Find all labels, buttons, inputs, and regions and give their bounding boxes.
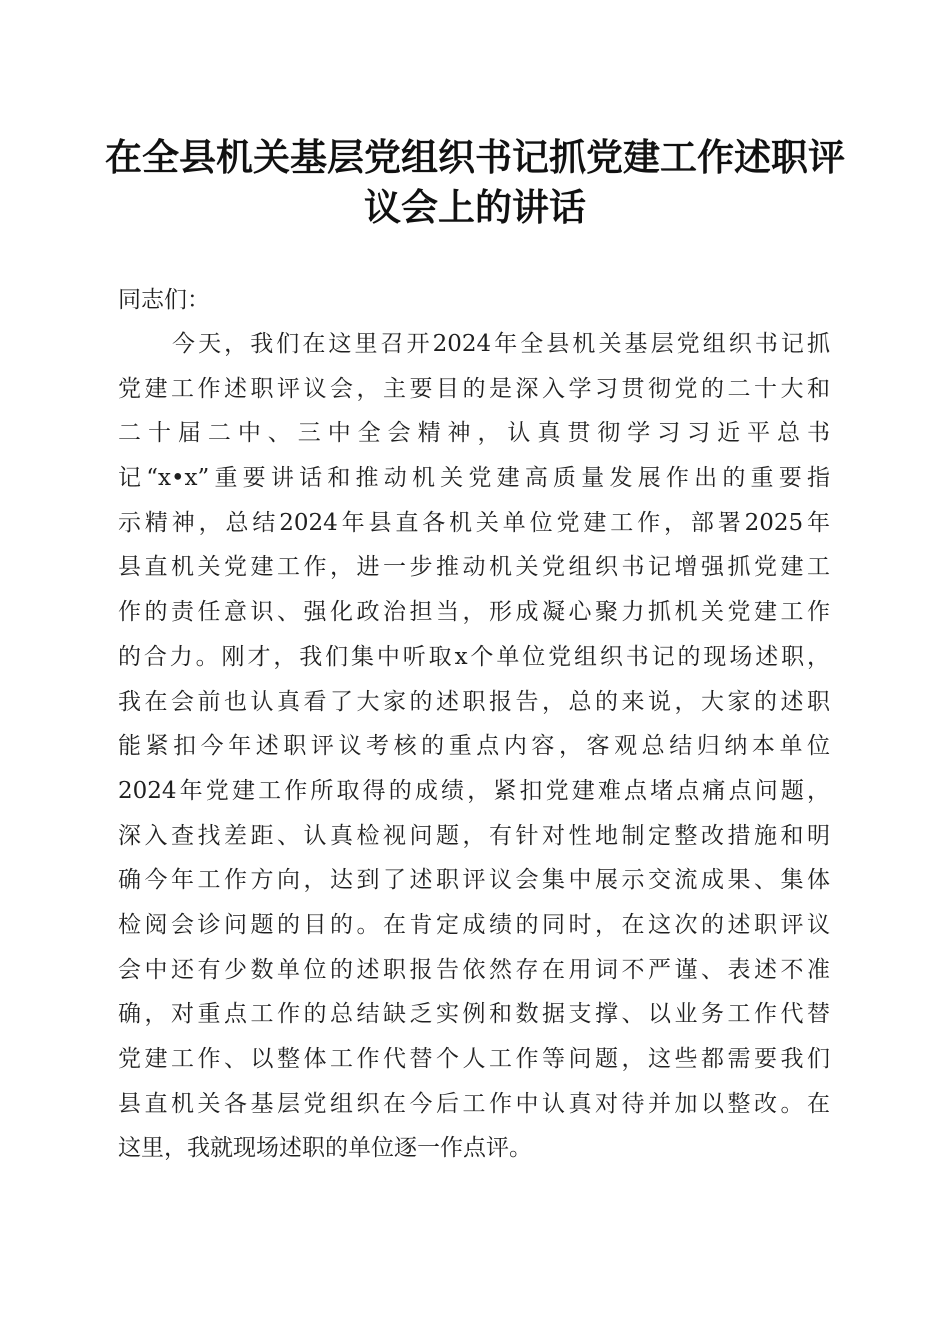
title-line: 在全县机关基层党组织书记抓党建工作述职评	[105, 135, 845, 179]
paragraph-line: 二十届二中、三中全会精神，认真贯彻学习习近平总书	[118, 420, 830, 447]
paragraph-line: 我在会前也认真看了大家的述职报告，总的来说，大家的述职	[118, 688, 830, 715]
paragraph-line: 深入查找差距、认真检视问题，有针对性地制定整改措施和明	[118, 822, 830, 849]
paragraph-line: 检阅会诊问题的目的。在肯定成绩的同时，在这次的述职评议	[118, 911, 830, 938]
paragraph-line: 确，对重点工作的总结缺乏实例和数据支撑、以业务工作代替	[118, 1001, 830, 1028]
paragraph-line: 党建工作、以整体工作代替个人工作等问题，这些都需要我们	[118, 1046, 830, 1072]
paragraph-line: 确今年工作方向，达到了述职评议会集中展示交流成果、集体	[118, 867, 830, 894]
document-body	[118, 278, 830, 1171]
salutation: 同志们：	[118, 287, 210, 313]
paragraph-line: 会中还有少数单位的述职报告依然存在用词不严谨、表述不准	[118, 956, 830, 983]
paragraph-line: 记“x•x”重要讲话和推动机关党建高质量发展作出的重要指	[118, 465, 830, 492]
paragraph-line: 的合力。刚才，我们集中听取x个单位党组织书记的现场述职，	[118, 643, 830, 670]
document-title	[100, 132, 850, 232]
paragraph-line: 县直机关党建工作，进一步推动机关党组织书记增强抓党建工	[118, 554, 830, 581]
paragraph-line: 能紧扣今年述职评议考核的重点内容，客观总结归纳本单位	[118, 733, 830, 760]
paragraph-line: 作的责任意识、强化政治担当，形成凝心聚力抓机关党建工作	[118, 599, 830, 626]
paragraph-line: 2024年党建工作所取得的成绩，紧扣党建难点堵点痛点问题，	[118, 777, 830, 804]
title-line: 议会上的讲话	[364, 185, 586, 229]
paragraph-line: 这里，我就现场述职的单位逐一作点评。	[118, 1135, 532, 1162]
paragraph-line: 党建工作述职评议会，主要目的是深入学习贯彻党的二十大和	[118, 375, 830, 402]
paragraph-line: 示精神，总结2024年县直各机关单位党建工作，部署2025年	[118, 509, 830, 536]
paragraph-line: 县直机关各基层党组织在今后工作中认真对待并加以整改。在	[118, 1090, 830, 1117]
paragraph-line: 今天，我们在这里召开2024年全县机关基层党组织书记抓	[172, 331, 830, 357]
body-paragraph	[118, 322, 830, 1171]
